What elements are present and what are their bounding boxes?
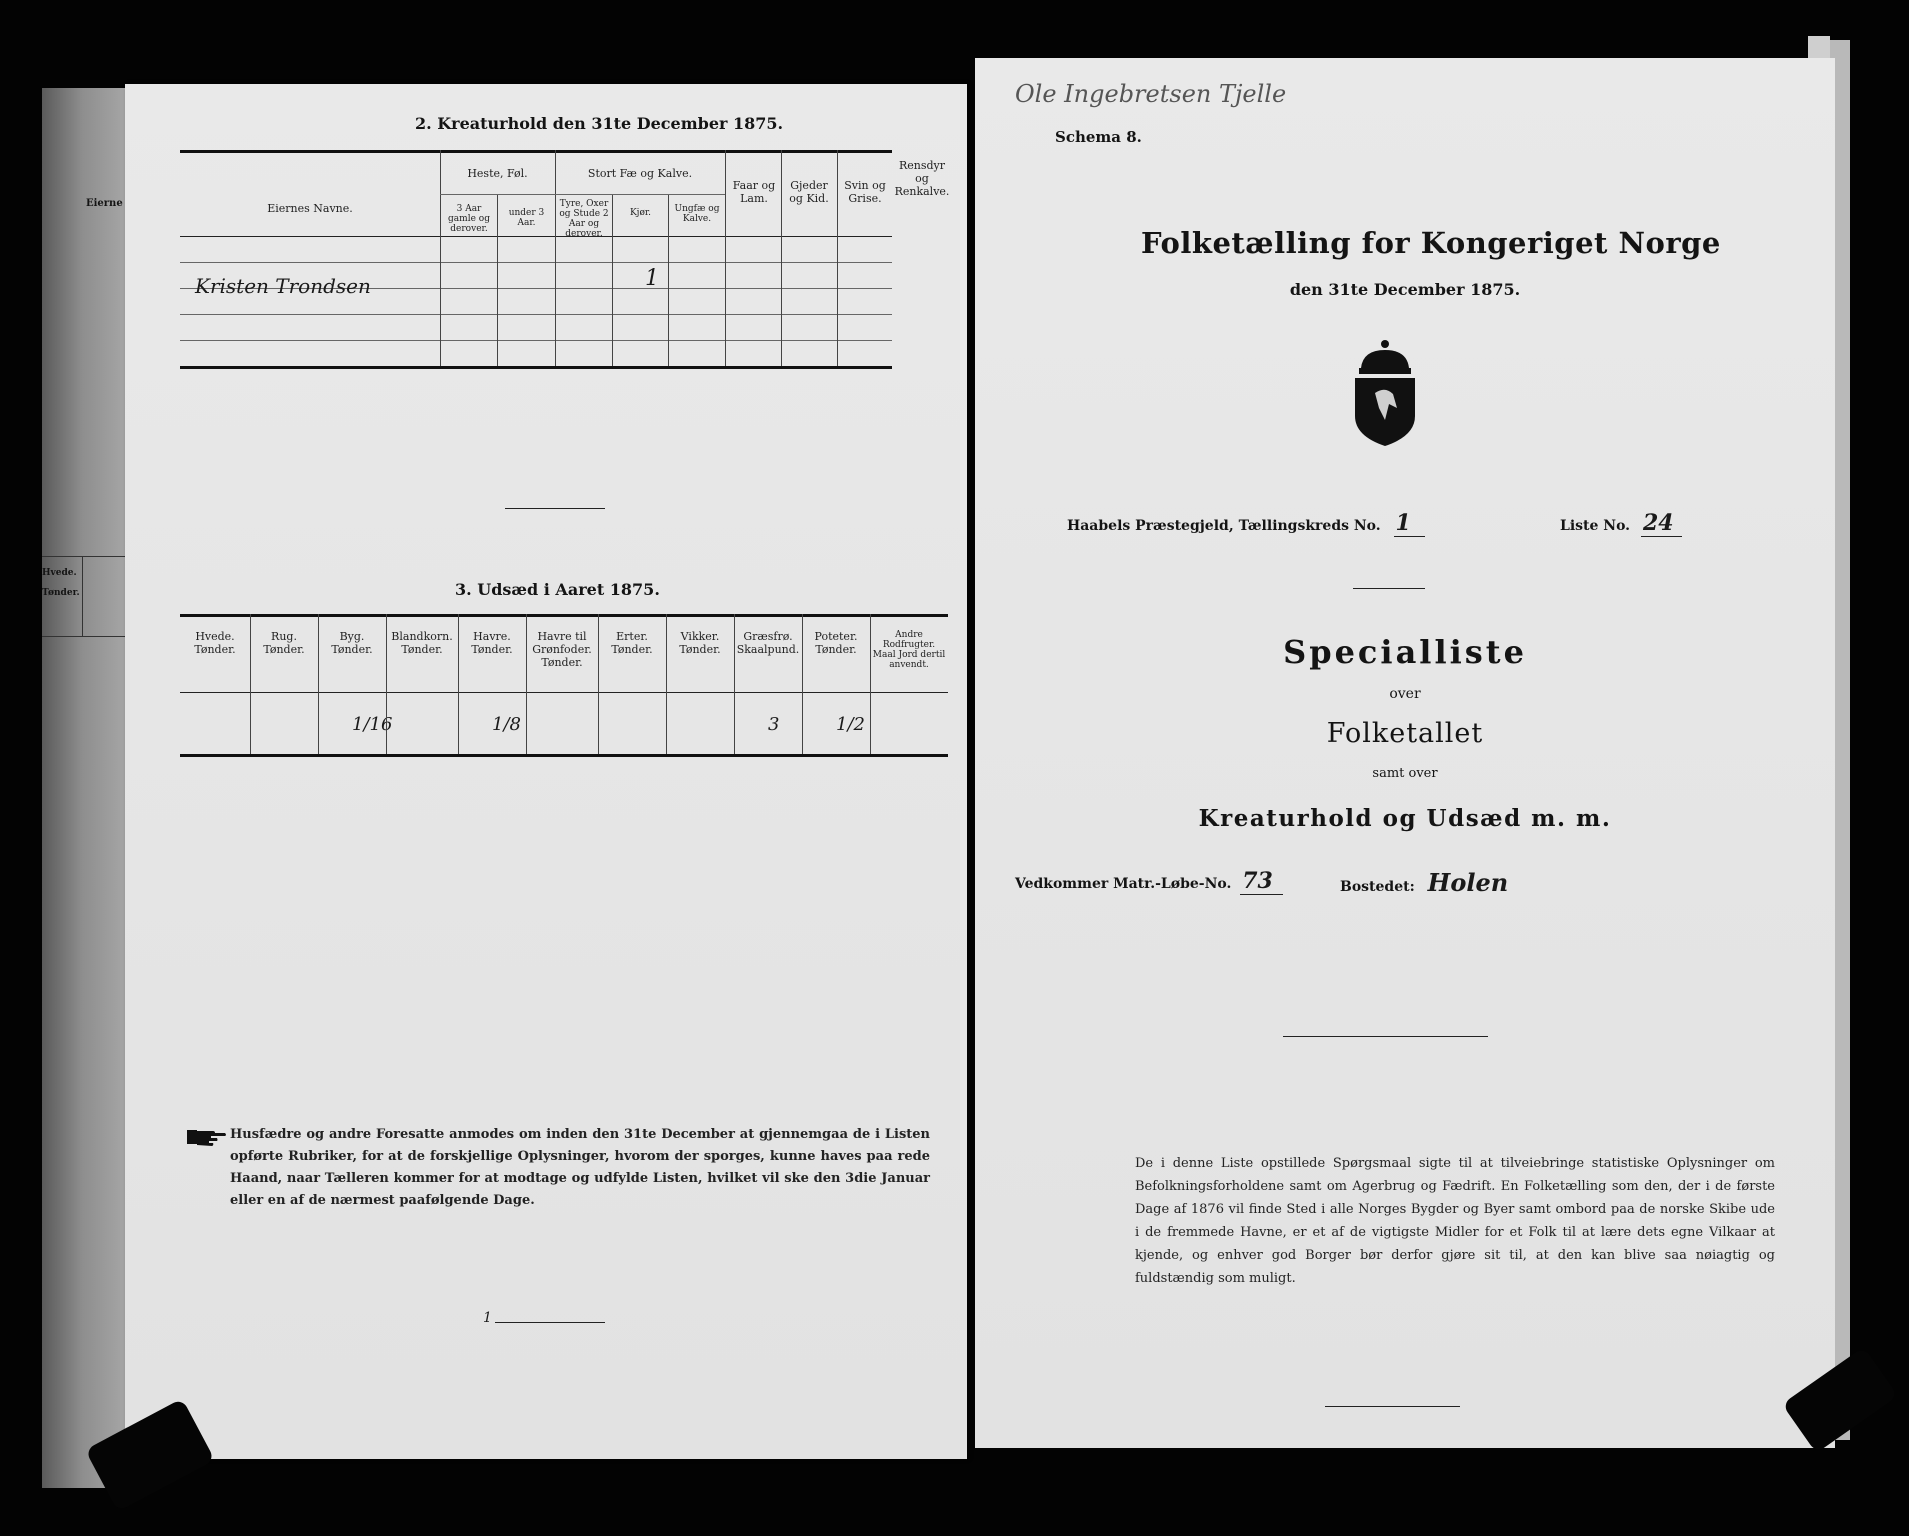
over-label: over <box>1389 686 1421 702</box>
census-date: den 31te December 1875. <box>1289 280 1521 299</box>
bosted-label: Bostedet: <box>1340 879 1415 895</box>
seed-header-4: Havre. Tønder. <box>471 630 513 656</box>
samt-over-label: samt over <box>1372 766 1438 781</box>
instructions-notice: Husfædre og andre Foresatte anmodes om inden den 31te December at gjennemgaa de i Listen opførte Rubriker, for at de forskjellige Oplysninger, hvorom der sporges, kunne haves paa rede Haand, naar Tælleren kommer for at modtage og udfylde Listen, hvilket vil ske den 3die Januar eller en af de nærmest paafølgende Dage. <box>230 1127 930 1208</box>
livestock-col-line <box>837 150 838 366</box>
livestock-col-line <box>440 150 441 366</box>
seed-col-line <box>250 614 251 754</box>
right-page <box>975 58 1835 1448</box>
livestock-group-rule <box>440 194 725 195</box>
seed-header-0: Hvede. Tønder. <box>194 630 236 656</box>
district-line <box>1067 510 1425 536</box>
seed-col-line <box>666 614 667 754</box>
footer-mark: 1 <box>483 1310 492 1326</box>
liste-number: 24 <box>1641 510 1682 537</box>
livestock-col-line <box>725 150 726 366</box>
bosted-value: Holen <box>1427 868 1509 897</box>
seed-header-8: Græsfrø. Skaalpund. <box>736 630 800 656</box>
separator-rule <box>1325 1406 1460 1407</box>
seed-header-9: Poteter. Tønder. <box>814 630 858 656</box>
livestock-cows-entry: 1 <box>645 266 659 291</box>
seed-header-7: Vikker. Tønder. <box>679 630 721 656</box>
header-reindeer: Rensdyr og Renkalve. <box>894 159 950 198</box>
header-young-cattle: Ungfæ og Kalve. <box>674 204 720 224</box>
header-horses-young: under 3 Aar. <box>508 208 545 228</box>
matr-number: 73 <box>1240 868 1283 895</box>
district-label: Haabels Præstegjeld, Tællingskreds No. <box>1067 518 1381 534</box>
seed-header-rule <box>180 692 948 693</box>
district-number: 1 <box>1394 510 1425 537</box>
previous-page-edge <box>42 88 132 1488</box>
header-cattle: Stort Fæ og Kalve. <box>587 167 693 180</box>
census-title: Folketælling for Kongeriget Norge <box>1141 226 1721 260</box>
seed-section-title: 3. Udsæd i Aaret 1875. <box>455 580 660 599</box>
header-horses: Heste, Føl. <box>467 167 528 180</box>
seed-header-6: Erter. Tønder. <box>611 630 653 656</box>
census-explanation: De i denne Liste opstillede Spørgsmaal sigte til at tilveiebringe statistiske Oplysninger om Befolkningsforholdene samt om Agerbrug og Fædrift. En Folketælling som den, der i de første Dage af 1876 vil finde Sted i alle Norges Bygder og Byer samt ombord paa de norske Skibe ude i de fremmede Havne, er et af de vigtigste Midler for et Folk til at lære dets egne Vilkaar at kjende, og enhver god Borger bør derfor gjøre sit til, at den kan blive saa nøiagtig og fuldstændig som muligt. <box>1135 1156 1775 1286</box>
header-goats: Gjeder og Kid. <box>789 179 829 205</box>
seed-value-4: 1/8 <box>492 714 521 735</box>
strip-label-barrels: Tønder. <box>42 588 80 598</box>
bosted-line <box>1340 868 1508 897</box>
livestock-col-line <box>612 194 613 366</box>
seed-col-line <box>598 614 599 754</box>
seed-value-8: 3 <box>768 714 780 735</box>
seed-header-10: Andre Rodfrugter. Maal Jord dertil anvendt. <box>872 630 946 670</box>
strip-label-owners: Eierne <box>86 198 123 209</box>
seed-col-line <box>318 614 319 754</box>
separator-rule <box>505 508 605 509</box>
seed-col-line <box>802 614 803 754</box>
pointing-hand-icon <box>187 1126 227 1152</box>
livestock-table-bottom-rule <box>180 366 892 369</box>
seed-table-top-rule <box>180 614 948 617</box>
livestock-col-line <box>781 150 782 366</box>
livestock-owner-entry: Kristen Trondsen <box>195 274 371 298</box>
seed-col-line <box>734 614 735 754</box>
seed-header-3: Blandkorn. Tønder. <box>391 630 453 656</box>
header-owner-names: Eiernes Navne. <box>267 202 353 215</box>
owner-handwriting: Ole Ingebretsen Tjelle <box>1015 80 1287 108</box>
livestock-row-line <box>180 340 892 341</box>
livestock-col-line <box>555 150 556 366</box>
livestock-row-line <box>180 262 892 263</box>
separator-rule <box>1283 1036 1488 1037</box>
livestock-col-line <box>668 194 669 366</box>
matr-label: Vedkommer Matr.-Løbe-No. <box>1015 876 1232 892</box>
livestock-seed-title: Kreaturhold og Udsæd m. m. <box>1198 805 1612 832</box>
matr-line <box>1015 868 1283 894</box>
seed-value-9: 1/2 <box>836 714 865 735</box>
seed-col-line <box>526 614 527 754</box>
seed-col-line <box>870 614 871 754</box>
liste-line <box>1560 510 1682 536</box>
left-page <box>125 84 967 1459</box>
seed-header-2: Byg. Tønder. <box>331 630 373 656</box>
seed-col-line <box>458 614 459 754</box>
strip-label-wheat: Hvede. <box>42 568 77 578</box>
coat-of-arms-icon <box>1345 338 1425 452</box>
livestock-row-line <box>180 314 892 315</box>
seed-value-2: 1/16 <box>352 714 393 735</box>
header-horses-old: 3 Aar gamle og derover. <box>448 204 490 234</box>
seed-col-line <box>386 614 387 754</box>
livestock-col-line <box>497 194 498 366</box>
liste-label: Liste No. <box>1560 518 1631 534</box>
header-pigs: Svin og Grise. <box>844 179 886 205</box>
separator-rule <box>1353 588 1425 589</box>
livestock-header-rule <box>180 236 892 237</box>
livestock-table-top-rule <box>180 150 892 153</box>
header-sheep: Faar og Lam. <box>732 179 776 205</box>
schema-label: Schema 8. <box>1055 128 1142 146</box>
folketallet-title: Folketallet <box>1326 718 1484 749</box>
header-cows: Kjør. <box>629 208 652 218</box>
footer-rule <box>495 1322 605 1323</box>
header-bulls: Tyre, Oxer og Stude 2 Aar og derover. <box>559 199 609 239</box>
specialliste-title: Specialliste <box>1283 633 1527 671</box>
seed-header-5: Havre til Grønfoder. Tønder. <box>532 630 592 669</box>
seed-header-1: Rug. Tønder. <box>263 630 305 656</box>
seed-table-bottom-rule <box>180 754 948 757</box>
livestock-section-title: 2. Kreaturhold den 31te December 1875. <box>415 114 784 133</box>
